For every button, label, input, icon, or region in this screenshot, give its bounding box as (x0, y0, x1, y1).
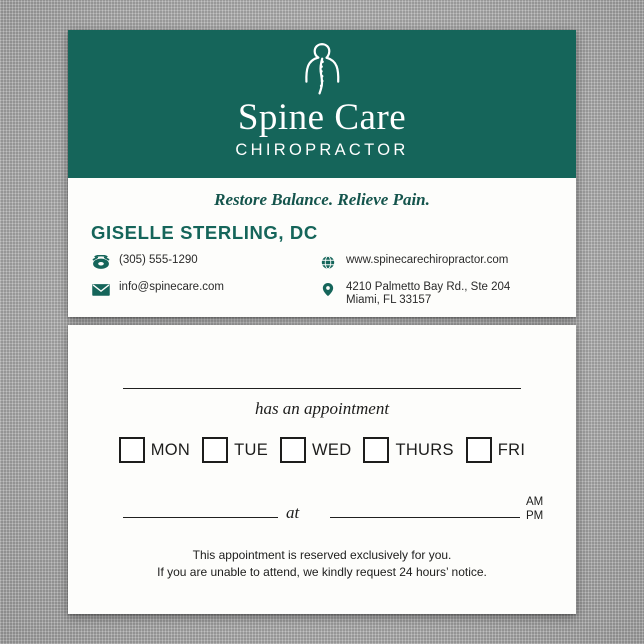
contact-website[interactable] (318, 254, 573, 270)
am-pm-group[interactable] (526, 495, 543, 523)
contact-phone[interactable] (91, 254, 321, 270)
brand-subtitle: CHIROPRACTOR (235, 141, 409, 159)
checkbox-fri[interactable] (466, 437, 492, 463)
checkbox-thurs[interactable] (363, 437, 389, 463)
business-card-back (68, 325, 576, 614)
day-label-tue: TUE (234, 440, 269, 459)
website-value: www.spinecarechiropractor.com (346, 254, 509, 266)
spine-posture-icon (291, 38, 353, 100)
card-back-body (68, 325, 576, 614)
day-label-thurs: THURS (395, 440, 454, 459)
day-checkbox-row (68, 437, 576, 463)
checkbox-mon[interactable] (119, 437, 145, 463)
pm-label: PM (526, 510, 544, 522)
at-label: at (286, 503, 300, 522)
tagline: Restore Balance. Relieve Pain. (214, 190, 430, 209)
day-option-wed[interactable] (280, 437, 351, 463)
practitioner-name: GISELLE STERLING, DC (91, 222, 318, 243)
contact-grid (68, 254, 576, 316)
day-label-fri: FRI (497, 440, 526, 459)
map-pin-icon (318, 282, 338, 297)
checkbox-tue[interactable] (202, 437, 228, 463)
time-write-line[interactable] (330, 517, 520, 518)
day-label-mon: MON (150, 440, 191, 459)
patient-name-write-line[interactable] (123, 388, 521, 389)
time-row (68, 496, 576, 533)
day-option-tue[interactable] (202, 437, 268, 463)
day-option-mon[interactable] (119, 437, 190, 463)
policy-line-1: This appointment is reserved exclusively for you. (192, 548, 452, 562)
card-header (68, 30, 576, 178)
email-value: info@spinecare.com (119, 281, 224, 293)
day-option-fri[interactable] (466, 437, 525, 463)
contact-column-left (91, 254, 321, 308)
am-label: AM (526, 496, 544, 508)
address-value (346, 281, 510, 307)
business-card-front (68, 30, 576, 317)
contact-email[interactable] (91, 281, 321, 297)
contact-address[interactable] (318, 281, 573, 307)
appointment-policy-note (68, 547, 576, 581)
appointment-label: has an appointment (254, 399, 390, 418)
checkbox-wed[interactable] (280, 437, 306, 463)
phone-icon (91, 255, 111, 270)
brand-name: Spine Care (237, 97, 407, 138)
address-line-2: Miami, FL 33157 (346, 294, 432, 306)
globe-icon (318, 255, 338, 270)
date-write-line[interactable] (123, 517, 278, 518)
day-option-thurs[interactable] (363, 437, 453, 463)
contact-column-right (318, 254, 573, 317)
day-label-wed: WED (312, 440, 352, 459)
address-line-1: 4210 Palmetto Bay Rd., Ste 204 (346, 281, 511, 293)
envelope-icon (91, 282, 111, 297)
phone-value: (305) 555-1290 (119, 254, 198, 266)
card-front-body (68, 190, 576, 317)
policy-line-2: If you are unable to attend, we kindly request 24 hours’ notice. (157, 565, 487, 579)
